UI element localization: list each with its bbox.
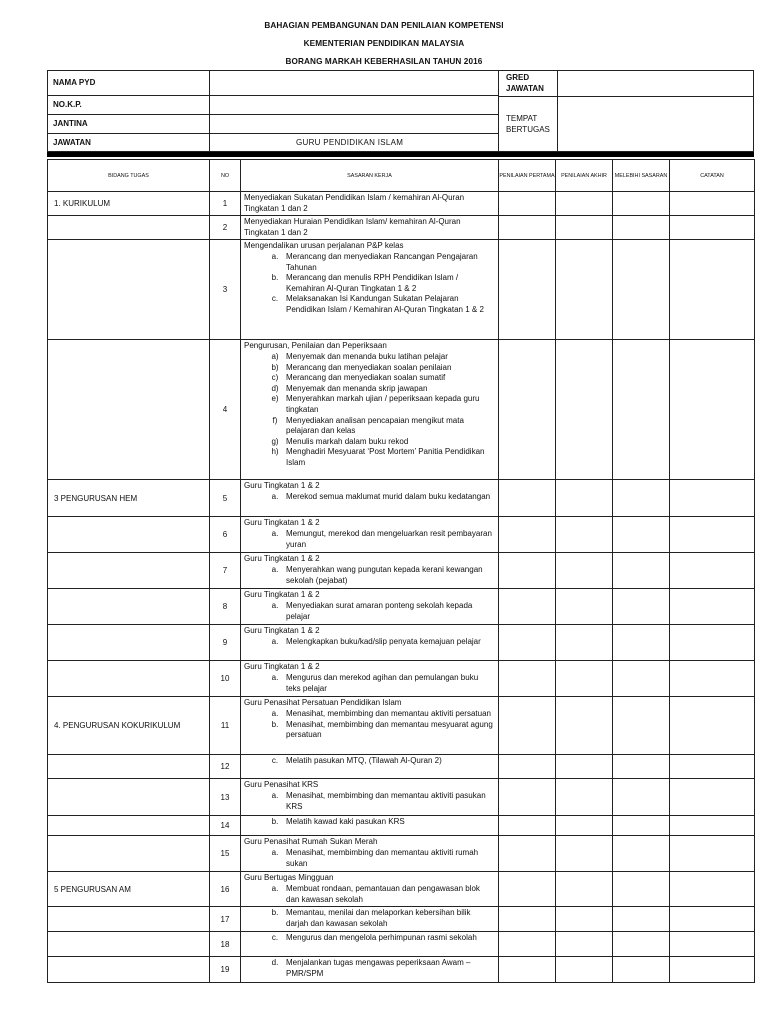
catatan-cell[interactable] [670,480,755,517]
sasaran-kerja-cell [241,932,499,957]
penilaian-akhir-cell[interactable] [556,240,613,340]
penilaian-pertama-cell[interactable] [499,932,556,957]
sasaran-kerja-cell [241,240,499,340]
sasaran-title: Guru Tingkatan 1 & 2 [244,481,320,491]
sasaran-item [244,637,494,648]
sasaran-item [244,958,494,979]
sasaran-title: Mengendalikan urusan perjalanan P&P kelas [244,241,404,251]
sasaran-item [244,791,494,812]
bidang-tugas-cell [48,340,210,480]
item-text: Memantau, menilai dan melaporkan kebersihan bilik darjah dan kawasan sekolah [286,908,471,928]
sasaran-title: Guru Bertugas Mingguan [244,873,334,883]
col-penilaian-akhir: PENILAIAN AKHIR [556,160,613,192]
table-row [48,517,755,553]
bidang-tugas-cell: 5 PENGURUSAN AM [48,872,210,907]
bidang-tugas-cell [48,661,210,697]
melebihi-sasaran-cell[interactable] [613,625,670,661]
item-text: Merekod semua maklumat murid dalam buku kedatangan [286,491,491,501]
item-marker: c. [271,294,279,304]
sasaran-kerja-cell [241,957,499,983]
melebihi-sasaran-cell[interactable] [613,872,670,907]
table-header-row [48,160,755,192]
bidang-tugas-cell: 1. KURIKULUM [48,192,210,216]
sasaran-item [244,352,494,363]
sasaran-title: Guru Tingkatan 1 & 2 [244,662,320,672]
bidang-tugas-cell [48,816,210,836]
item-marker: b. [271,817,279,827]
penilaian-pertama-cell[interactable] [499,872,556,907]
header-line-1: BAHAGIAN PEMBANGUNAN DAN PENILAIAN KOMPETENSI [264,21,504,30]
sasaran-kerja-cell [241,589,499,625]
sasaran-item [244,394,494,415]
penilaian-akhir-cell[interactable] [556,957,613,983]
penilaian-akhir-cell[interactable] [556,480,613,517]
melebihi-sasaran-cell[interactable] [613,661,670,697]
catatan-cell[interactable] [670,517,755,553]
melebihi-sasaran-cell[interactable] [613,553,670,589]
item-marker: f) [272,415,278,425]
table-row [48,932,755,957]
item-marker: a. [271,883,279,893]
table-row [48,216,755,240]
item-marker: a. [271,790,279,800]
row-number: 5 [210,480,241,517]
row-number: 7 [210,553,241,589]
melebihi-sasaran-cell[interactable] [613,240,670,340]
sasaran-title: Guru Tingkatan 1 & 2 [244,626,320,636]
sasaran-item [244,492,494,503]
row-number: 14 [210,816,241,836]
catatan-cell[interactable] [670,755,755,779]
catatan-cell[interactable] [670,816,755,836]
sasaran-item [244,756,494,767]
item-text: Menulis markah dalam buku rekod [286,436,409,446]
item-text: Menyerahkan wang pungutan kepada kerani kewangan sekolah (pejabat) [286,564,483,585]
sasaran-item [244,933,494,944]
bidang-tugas-cell [48,240,210,340]
penilaian-pertama-cell[interactable] [499,779,556,816]
sasaran-item [244,601,494,622]
sasaran-item [244,273,494,294]
penilaian-pertama-cell[interactable] [499,240,556,340]
sasaran-kerja-cell [241,192,499,216]
table-row [48,779,755,816]
sasaran-kerja-cell [241,816,499,836]
item-marker: d. [271,958,279,968]
penilaian-pertama-cell[interactable] [499,816,556,836]
item-marker: b. [271,719,279,729]
sasaran-item [244,384,494,395]
no-kp-label: NO.K.P. [53,100,82,109]
bidang-tugas-cell [48,957,210,983]
penilaian-pertama-cell[interactable] [499,755,556,779]
gred-jawatan-label: GRED JAWATAN [506,73,544,93]
sasaran-kerja-cell [241,836,499,872]
melebihi-sasaran-cell[interactable] [613,216,670,240]
table-row [48,480,755,517]
sasaran-title: Guru Penasihat KRS [244,780,319,790]
bidang-tugas-cell: 3 PENGURUSAN HEM [48,480,210,517]
penilaian-akhir-cell[interactable] [556,779,613,816]
sasaran-kerja-cell [241,480,499,517]
item-marker: a. [271,847,279,857]
melebihi-sasaran-cell[interactable] [613,755,670,779]
catatan-cell[interactable] [670,836,755,872]
penilaian-akhir-cell[interactable] [556,340,613,480]
bidang-tugas-cell [48,907,210,932]
item-marker: h) [271,447,279,457]
table-row [48,240,755,340]
sasaran-item [244,884,494,905]
item-marker: a. [271,528,279,538]
item-text: Memungut, merekod dan mengeluarkan resit pembayaran yuran [286,528,492,549]
table-row [48,340,755,480]
row-number: 17 [210,907,241,932]
item-text: Menyemak dan menanda skrip jawapan [286,383,428,393]
sasaran-kerja-cell [241,340,499,480]
penilaian-pertama-cell[interactable] [499,553,556,589]
item-text: Merancang dan menyediakan Rancangan Pengajaran Tahunan [286,251,478,272]
sasaran-kerja-cell [241,872,499,907]
catatan-cell[interactable] [670,192,755,216]
bidang-tugas-cell [48,589,210,625]
bidang-tugas-cell [48,517,210,553]
row-number: 13 [210,779,241,816]
penilaian-akhir-cell[interactable] [556,836,613,872]
melebihi-sasaran-cell[interactable] [613,589,670,625]
item-marker: a. [271,491,279,501]
row-number: 9 [210,625,241,661]
sasaran-kerja-cell [241,517,499,553]
item-marker: c) [271,373,279,383]
penilaian-pertama-cell[interactable] [499,625,556,661]
bidang-tugas-cell [48,216,210,240]
sasaran-item [244,294,494,315]
table-row [48,816,755,836]
sasaran-item [244,363,494,374]
table-row [48,625,755,661]
item-marker: b. [271,273,279,283]
penilaian-akhir-cell[interactable] [556,872,613,907]
bidang-tugas-cell [48,932,210,957]
sasaran-item [244,908,494,929]
row-number: 1 [210,192,241,216]
item-text: Membuat rondaan, pemantauan dan pengawasan blok dan kawasan sekolah [286,883,480,904]
sasaran-item [244,565,494,586]
catatan-cell[interactable] [670,553,755,589]
melebihi-sasaran-cell[interactable] [613,192,670,216]
sasaran-item [244,817,494,828]
sasaran-title: Pengurusan, Penilaian dan Peperiksaan [244,341,387,351]
item-marker: c. [271,933,279,943]
item-marker: a. [271,600,279,610]
bidang-tugas-cell: 4. PENGURUSAN KOKURIKULUM [48,697,210,755]
sasaran-kerja-cell [241,907,499,932]
penilaian-akhir-cell[interactable] [556,625,613,661]
catatan-cell[interactable] [670,589,755,625]
melebihi-sasaran-cell[interactable] [613,932,670,957]
penilaian-akhir-cell[interactable] [556,589,613,625]
melebihi-sasaran-cell[interactable] [613,697,670,755]
jantina-label: JANTINA [53,119,88,128]
divider-bar [47,152,754,157]
item-marker: e) [271,394,279,404]
catatan-cell[interactable] [670,779,755,816]
melebihi-sasaran-cell[interactable] [613,816,670,836]
catatan-cell[interactable] [670,216,755,240]
penilaian-akhir-cell[interactable] [556,553,613,589]
item-text: Menyerahkan markah ujian / peperiksaan kepada guru tingkatan [286,394,480,414]
sasaran-kerja-cell [241,755,499,779]
row-number: 16 [210,872,241,907]
melebihi-sasaran-cell[interactable] [613,907,670,932]
row-number: 2 [210,216,241,240]
bidang-tugas-cell [48,755,210,779]
row-number: 3 [210,240,241,340]
bidang-tugas-cell [48,625,210,661]
sasaran-title: Guru Penasihat Persatuan Pendidikan Islam [244,698,402,708]
catatan-cell[interactable] [670,872,755,907]
penilaian-akhir-cell[interactable] [556,697,613,755]
sasaran-title: Menyediakan Sukatan Pendidikan Islam / kemahiran Al-Quran Tingkatan 1 dan 2 [244,193,465,213]
table-row [48,192,755,216]
col-catatan: CATATAN [670,160,755,192]
item-text: Melengkapkan buku/kad/slip penyata kemajuan pelajar [286,636,481,646]
item-marker: a) [271,351,279,361]
sasaran-item [244,529,494,550]
item-text: Menghadiri Mesyuarat ‘Post Mortem’ Panitia Pendidikan Islam [286,447,485,467]
item-text: Mengurus dan merekod agihan dan pemulangan buku teks pelajar [286,672,479,693]
row-number: 4 [210,340,241,480]
penilaian-akhir-cell[interactable] [556,932,613,957]
catatan-cell[interactable] [670,697,755,755]
item-marker: a. [271,708,279,718]
item-text: Mengurus dan mengelola perhimpunan rasmi sekolah [286,933,477,943]
col-bidang-tugas: BIDANG TUGAS [48,160,210,192]
penilaian-akhir-cell[interactable] [556,907,613,932]
sasaran-item [244,373,494,384]
penilaian-pertama-cell[interactable] [499,192,556,216]
catatan-cell[interactable] [670,625,755,661]
melebihi-sasaran-cell[interactable] [613,340,670,480]
table-row [48,957,755,983]
item-text: Melatih kawad kaki pasukan KRS [286,817,405,827]
sasaran-item [244,447,494,468]
row-number: 11 [210,697,241,755]
row-number: 12 [210,755,241,779]
penilaian-pertama-cell[interactable] [499,480,556,517]
sasaran-title: Guru Penasihat Rumah Sukan Merah [244,837,378,847]
sasaran-title: Guru Tingkatan 1 & 2 [244,590,320,600]
table-row [48,836,755,872]
table-row [48,589,755,625]
sasaran-kerja-cell [241,216,499,240]
melebihi-sasaran-cell[interactable] [613,957,670,983]
penilaian-akhir-cell[interactable] [556,661,613,697]
item-marker: a. [271,251,279,261]
catatan-cell[interactable] [670,661,755,697]
melebihi-sasaran-cell[interactable] [613,517,670,553]
sasaran-item [244,252,494,273]
penilaian-pertama-cell[interactable] [499,661,556,697]
catatan-cell[interactable] [670,340,755,480]
catatan-cell[interactable] [670,932,755,957]
sasaran-item [244,709,494,720]
item-marker: a. [271,672,279,682]
sasaran-kerja-cell [241,697,499,755]
item-marker: a. [271,564,279,574]
catatan-cell[interactable] [670,240,755,340]
item-text: Menjalankan tugas mengawas peperiksaan Awam – PMR/SPM [286,958,471,978]
tempat-bertugas-label: TEMPAT BERTUGAS [506,114,550,134]
header-line-3: BORANG MARKAH KEBERHASILAN TAHUN 2016 [285,57,483,66]
row-number: 10 [210,661,241,697]
item-text: Menasihat, membimbing dan memantau mesyuarat agung persatuan [286,719,493,740]
item-text: Merancang dan menulis RPH Pendidikan Islam / Kemahiran Al-Quran Tingkatan 1 & 2 [286,273,459,293]
sasaran-title: Guru Tingkatan 1 & 2 [244,554,320,564]
melebihi-sasaran-cell[interactable] [613,480,670,517]
sasaran-kerja-cell [241,661,499,697]
item-marker: b) [271,362,279,372]
table-row [48,661,755,697]
bidang-tugas-cell [48,553,210,589]
penilaian-pertama-cell[interactable] [499,517,556,553]
row-number: 15 [210,836,241,872]
item-marker: g) [271,436,279,446]
table-row [48,755,755,779]
penilaian-akhir-cell[interactable] [556,816,613,836]
col-no: NO [210,160,241,192]
penilaian-pertama-cell[interactable] [499,836,556,872]
row-number: 18 [210,932,241,957]
item-marker: c. [271,756,279,766]
melebihi-sasaran-cell[interactable] [613,779,670,816]
catatan-cell[interactable] [670,907,755,932]
col-penilaian-pertama: PENILAIAN PERTAMA [499,160,556,192]
sasaran-title: Menyediakan Huraian Pendidikan Islam/ kemahiran Al-Quran Tingkatan 1 dan 2 [244,217,461,237]
table-row [48,553,755,589]
sasaran-kerja-cell [241,779,499,816]
header-line-2: KEMENTERIAN PENDIDIKAN MALAYSIA [303,39,465,48]
col-melebihi-sasaran: MELEBIHI SASARAN [613,160,670,192]
penilaian-pertama-cell[interactable] [499,957,556,983]
item-text: Melatih pasukan MTQ, (Tilawah Al-Quran 2) [286,756,442,766]
item-marker: b. [271,908,279,918]
sasaran-kerja-cell [241,625,499,661]
sasaran-item [244,416,494,437]
item-text: Menyemak dan menanda buku latihan pelajar [286,351,448,361]
item-text: Menyediakan surat amaran ponteng sekolah kepada pelajar [286,600,473,621]
row-number: 8 [210,589,241,625]
penilaian-akhir-cell[interactable] [556,517,613,553]
item-text: Merancang dan menyediakan soalan sumatif [286,373,446,383]
penilaian-pertama-cell[interactable] [499,340,556,480]
col-sasaran-kerja: SASARAN KERJA [241,160,499,192]
sasaran-kerja-cell [241,553,499,589]
item-text: Menyediakan analisan pencapaian mengikut mata pelajaran dan kelas [286,415,464,436]
row-number: 6 [210,517,241,553]
sasaran-item [244,673,494,694]
jawatan-label: JAWATAN [53,138,91,147]
penilaian-pertama-cell[interactable] [499,216,556,240]
item-marker: a. [271,636,279,646]
item-text: Menasihat, membimbing dan memantau aktiviti rumah sukan [286,847,479,868]
sasaran-title: Guru Tingkatan 1 & 2 [244,518,320,528]
bidang-tugas-cell [48,779,210,816]
penilaian-akhir-cell[interactable] [556,192,613,216]
table-row [48,907,755,932]
item-text: Merancang dan menyediakan soalan penilaian [286,362,452,372]
target-table [47,159,755,983]
penilaian-akhir-cell[interactable] [556,755,613,779]
nama-pyd-label: NAMA PYD [53,78,96,87]
jawatan-value: GURU PENDIDIKAN ISLAM [296,138,404,147]
penilaian-pertama-cell[interactable] [499,907,556,932]
catatan-cell[interactable] [670,957,755,983]
row-number: 19 [210,957,241,983]
table-row [48,872,755,907]
penilaian-akhir-cell[interactable] [556,216,613,240]
melebihi-sasaran-cell[interactable] [613,836,670,872]
bidang-tugas-cell [48,836,210,872]
sasaran-item [244,848,494,869]
sasaran-item [244,720,494,741]
item-marker: d) [271,383,279,393]
table-row [48,697,755,755]
item-text: Melaksanakan Isi Kandungan Sukatan Pelajaran Pendidikan Islam / Kemahiran Al-Quran Tingkatan 1 & 2 [286,294,484,314]
sasaran-item [244,437,494,448]
penilaian-pertama-cell[interactable] [499,697,556,755]
item-text: Menasihat, membimbing dan memantau aktiviti persatuan [286,708,491,718]
penilaian-pertama-cell[interactable] [499,589,556,625]
item-text: Menasihat, membimbing dan memantau aktiviti pasukan KRS [286,790,486,811]
